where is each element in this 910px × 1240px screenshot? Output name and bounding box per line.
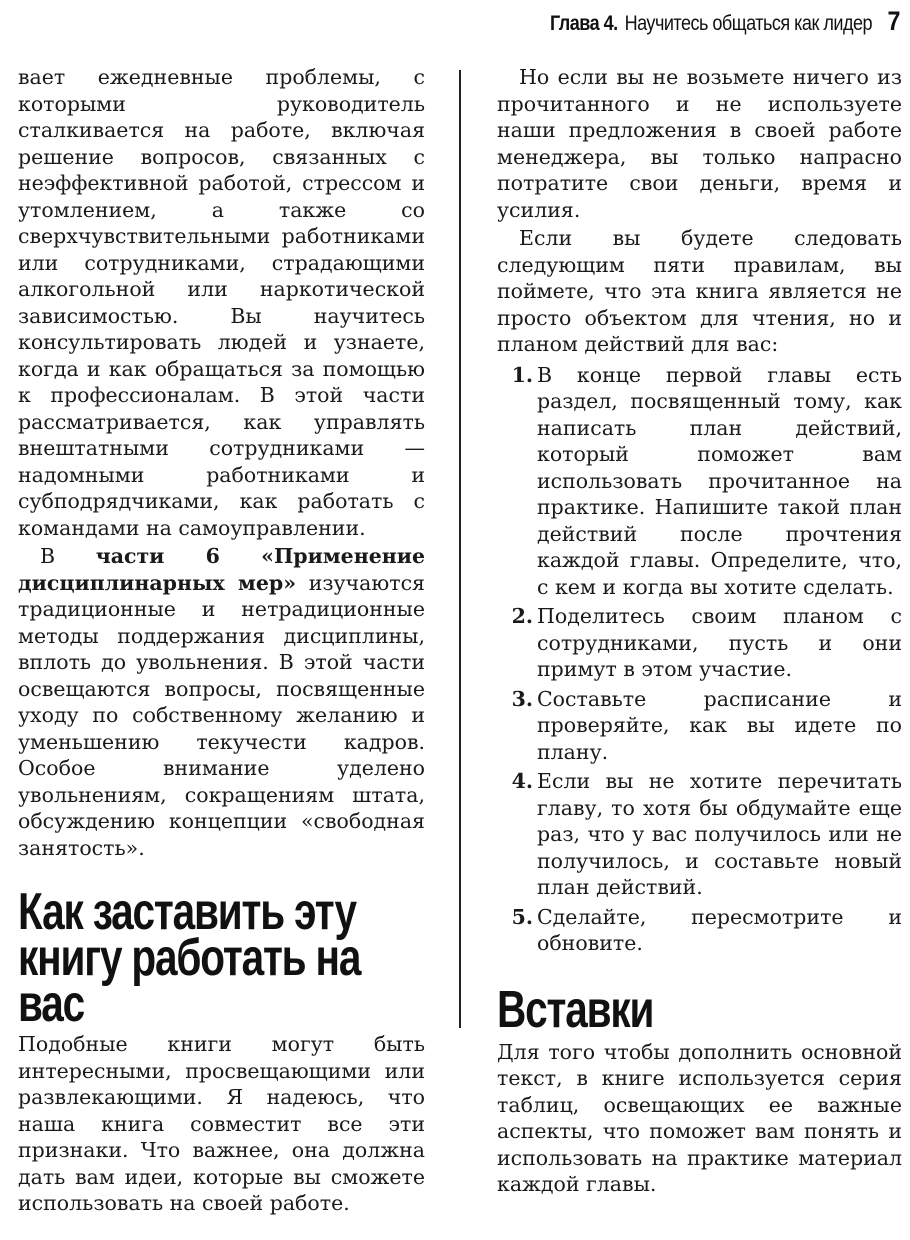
list-text: Если вы не хотите перечитать главу, то хотя бы обдумайте еще раз, что у вас получилось или не получилось, и составьте новый план действий. bbox=[537, 769, 902, 899]
list-number: 4. bbox=[511, 769, 533, 793]
paragraph: Для того чтобы дополнить основной текст, в книге используется серия таблиц, освещающих ее важные аспекты, что поможет вам понять и использовать на практике материал каждой главы. bbox=[497, 1039, 902, 1196]
list-number: 3. bbox=[511, 686, 533, 711]
section-heading: Как заставить эту книгу работать на вас bbox=[18, 883, 361, 1033]
list-number: 1. bbox=[511, 362, 533, 387]
paragraph bbox=[18, 543, 425, 861]
bold-part-title: части 6 «Применение дисциплинарных мер» bbox=[18, 544, 425, 595]
paragraph: Но если вы не возьмете ничего из прочитанного и не используете наши предложения в своей работе менеджера, вы только напрасно потратите свои деньги, время и усилия. bbox=[497, 65, 902, 222]
paragraph: вает ежедневные проблемы, с которыми руководитель сталкивается на работе, включая решение вопросов, связанных с неэффективной работой, стрессом и утомлением, а также со сверхчувствительными работниками или сотрудниками, страдающими алкогольной или наркотической зависимостью. Вы научитесь консультировать людей и узнаете, когда и как обращаться за помощью к профессионалам. В этой части рассматривается, как управлять внештатными сотрудниками — надомными работниками и субподрядчиками, как работать с командами на самоуправлении. bbox=[18, 65, 425, 540]
list-item bbox=[497, 686, 902, 766]
text-span: В bbox=[40, 544, 96, 568]
list-text: В конце первой главы есть раздел, посвященный тому, как написать план действий, который поможет вам использовать прочитанное на практике. Напишите такой план действий после прочтения каждой главы. Определите, что, с кем и когда вы хотите сделать. bbox=[537, 362, 902, 599]
list-item bbox=[497, 904, 902, 957]
right-column bbox=[497, 64, 902, 1198]
list-item bbox=[497, 768, 902, 901]
rules-list bbox=[497, 362, 902, 957]
list-text: Сделайте, пересмотрите и обновите. bbox=[537, 904, 902, 955]
list-text: Поделитесь своим планом с сотрудниками, пусть и они примут в этом участие. bbox=[537, 604, 902, 681]
list-item bbox=[497, 362, 902, 601]
paragraph: Подобные книги могут быть интересными, просвещающими или развлекающими. Я надеюсь, что наша книга совместит все эти признаки. Что важнее, она должна дать вам идеи, которые вы сможете использовать на своей работе. bbox=[18, 1032, 425, 1215]
page-number: 7 bbox=[887, 6, 900, 36]
column-divider bbox=[459, 70, 461, 1028]
section-heading: Вставки bbox=[497, 980, 654, 1039]
list-item bbox=[497, 603, 902, 683]
list-text: Составьте расписание и проверяйте, как вы идете по плану. bbox=[537, 686, 902, 764]
text-span: изучаются традиционные и нетрадиционные методы поддержания дисциплины, вплоть до увольнения. В этой части освещаются вопросы, посвященные уходу по собственному желанию и уменьшению текучести кадров. Особое внимание уделено увольнениям, сокращениям штата, обсуждению концепции «свободная занятость». bbox=[18, 570, 425, 860]
list-number: 5. bbox=[511, 904, 533, 929]
chapter-title: Научитесь общаться как лидер bbox=[624, 12, 873, 35]
paragraph: Если вы будете следовать следующим пяти правилам, вы поймете, что эта книга является не просто объектом для чтения, но и планом действий для вас: bbox=[497, 226, 902, 356]
chapter-label: Глава 4. bbox=[550, 12, 618, 35]
list-number: 2. bbox=[511, 604, 533, 628]
running-head bbox=[550, 6, 900, 37]
left-column bbox=[18, 64, 425, 1217]
